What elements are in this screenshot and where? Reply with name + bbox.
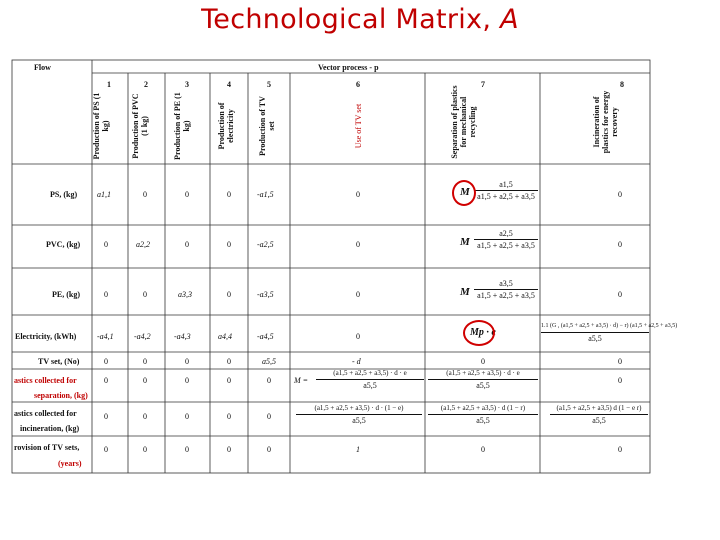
cell-prov-6: 1 [356, 445, 360, 454]
cell-ps-4: 0 [227, 190, 231, 199]
process-number-7: 7 [481, 80, 485, 89]
fraction-bar [474, 289, 538, 290]
cell-tv-8: 0 [618, 357, 622, 366]
title-symbol: A [500, 4, 519, 35]
m-ps-numerator: a1,5 [499, 180, 513, 189]
cell-sep-3: 0 [185, 376, 189, 385]
cell-ps-5: -a1,5 [257, 190, 274, 199]
m-pvc-numerator: a2,5 [499, 229, 513, 238]
cell-ps-1: a1,1 [97, 190, 111, 199]
cell-prov-2: 0 [143, 445, 147, 454]
row-label-ps: PS, (kg) [50, 190, 78, 199]
cell-sep-1: 0 [104, 376, 108, 385]
title-text: Technological Matrix, [201, 4, 492, 35]
fraction-bar [428, 379, 538, 380]
row-label-pe: PE, (kg) [52, 290, 80, 299]
process-label-8: Incineration of plastics for energy recovery [592, 90, 619, 154]
cell-pvc-1: 0 [104, 240, 108, 249]
process-number-2: 2 [144, 80, 148, 89]
cell-ps-2: 0 [143, 190, 147, 199]
elec-col8-fraction [541, 322, 678, 343]
cell-pe-5: -a3,5 [257, 290, 274, 299]
cell-tv-5: a5,5 [262, 357, 276, 366]
sep-col6-prefix: M = [294, 376, 309, 385]
sep-col6-numerator: (a1,5 + a2,5 + a3,5) · d · e [333, 369, 407, 377]
m-pvc-denominator: a1,5 + a2,5 + a3,5 [477, 241, 535, 250]
inc-col7-fraction [428, 404, 538, 425]
cell-elec-6: 0 [356, 332, 360, 341]
fraction-bar [474, 239, 538, 240]
fraction-bar [550, 414, 648, 415]
cell-elec-5: -a4,5 [257, 332, 274, 341]
inc-col6-denominator: a5,5 [352, 416, 366, 425]
row-label-separation-b: separation, (kg) [34, 391, 88, 400]
m-pvc-symbol: M [460, 236, 470, 248]
inc-col8-numerator: (a1,5 + a2,5 + a3,5) d (1 − e r) [556, 404, 642, 412]
process-number-8: 8 [620, 80, 624, 89]
cell-tv-6: - d [352, 357, 361, 366]
inc-col8-fraction [550, 404, 648, 425]
process-number-1: 1 [107, 80, 111, 89]
cell-ps-8: 0 [618, 190, 622, 199]
highlight-circle-electricity [463, 320, 495, 346]
m-pvc-fraction [474, 229, 538, 250]
cell-pvc-4: 0 [227, 240, 231, 249]
row-label-provision-a: rovision of TV sets, [14, 443, 80, 452]
process-label-2: Production of PVC (1 kg) [131, 93, 149, 159]
cell-pe-6: 0 [356, 290, 360, 299]
cell-sep-4: 0 [227, 376, 231, 385]
fraction-bar [474, 190, 538, 191]
cell-prov-3: 0 [185, 445, 189, 454]
row-label-electricity: Electricity, (kWh) [15, 332, 77, 341]
cell-pe-2: 0 [143, 290, 147, 299]
row-label-incineration-a: astics collected for [14, 409, 77, 418]
process-number-3: 3 [185, 80, 189, 89]
cell-inc-2: 0 [143, 412, 147, 421]
cell-prov-5: 0 [267, 445, 271, 454]
cell-sep-5: 0 [267, 376, 271, 385]
cell-inc-3: 0 [185, 412, 189, 421]
fraction-bar [316, 379, 424, 380]
cell-elec-2: -a4,2 [134, 332, 151, 341]
sep-col7-denominator: a5,5 [476, 381, 490, 390]
process-label-6: Use of TV set [354, 103, 363, 149]
m-pe-fraction [474, 279, 538, 300]
sep-col6-denominator: a5,5 [363, 381, 377, 390]
cell-prov-4: 0 [227, 445, 231, 454]
process-label-4: Production of electricity [217, 102, 235, 150]
process-label-1: Production of PS (1 kg) [92, 92, 110, 160]
cell-pvc-3: 0 [185, 240, 189, 249]
cell-prov-1: 0 [104, 445, 108, 454]
cell-tv-7: 0 [481, 357, 485, 366]
m-ps-denominator: a1,5 + a2,5 + a3,5 [477, 192, 535, 201]
elec-col7-formula: Mp · e [470, 327, 496, 338]
inc-col7-denominator: a5,5 [476, 416, 490, 425]
process-number-4: 4 [227, 80, 231, 89]
cell-elec-4: a4,4 [218, 332, 232, 341]
cell-pe-1: 0 [104, 290, 108, 299]
process-label-3: Production of PE (1 kg) [173, 92, 191, 160]
cell-pvc-6: 0 [356, 240, 360, 249]
process-number-5: 5 [267, 80, 271, 89]
sep-col7-numerator: (a1,5 + a2,5 + a3,5) · d · e [446, 369, 520, 377]
highlight-circle-ps [452, 180, 476, 206]
cell-tv-1: 0 [104, 357, 108, 366]
m-ps-symbol: M [460, 186, 470, 198]
elec-col8-denominator: a5,5 [588, 334, 602, 343]
vector-process-header: Vector process - p [318, 63, 379, 72]
cell-tv-2: 0 [143, 357, 147, 366]
cell-sep-2: 0 [143, 376, 147, 385]
cell-prov-8: 0 [618, 445, 622, 454]
row-label-incineration-b: incineration, (kg) [20, 424, 80, 433]
cell-elec-3: -a4,3 [174, 332, 191, 341]
process-label-5: Production of TV set [258, 96, 276, 156]
cell-ps-6: 0 [356, 190, 360, 199]
cell-pvc-8: 0 [618, 240, 622, 249]
cell-pvc-2: a2,2 [136, 240, 150, 249]
cell-inc-4: 0 [227, 412, 231, 421]
cell-prov-7: 0 [481, 445, 485, 454]
cell-pe-8: 0 [618, 290, 622, 299]
cell-pe-4: 0 [227, 290, 231, 299]
m-pe-numerator: a3,5 [499, 279, 513, 288]
inc-col8-denominator: a5,5 [592, 416, 606, 425]
m-ps-fraction [474, 180, 538, 201]
cell-tv-3: 0 [185, 357, 189, 366]
inc-col7-numerator: (a1,5 + a2,5 + a3,5) · d (1 − r) [440, 404, 526, 412]
sep-col7-fraction [428, 369, 538, 390]
cell-inc-1: 0 [104, 412, 108, 421]
fraction-bar [296, 414, 422, 415]
m-pe-denominator: a1,5 + a2,5 + a3,5 [477, 291, 535, 300]
row-label-tv: TV set, (No) [38, 357, 80, 366]
cell-sep-8: 0 [618, 376, 622, 385]
process-label-7: Separation of plastics for mechanical recycling [450, 85, 477, 159]
process-number-6: 6 [356, 80, 360, 89]
cell-tv-4: 0 [227, 357, 231, 366]
elec-col8-numerator: 1.1 (G , (a1,5 + a2,5 + a3,5) · d) − r) (a1,5 + a2,5 + a3,5) [541, 323, 678, 329]
cell-pe-3: a3,3 [178, 290, 192, 299]
flow-header: Flow [34, 63, 51, 72]
cell-ps-3: 0 [185, 190, 189, 199]
row-label-pvc: PVC, (kg) [46, 240, 81, 249]
inc-col6-numerator: (a1,5 + a2,5 + a3,5) · d · (1 − e) [314, 404, 404, 412]
m-pe-symbol: M [460, 286, 470, 298]
fraction-bar [428, 414, 538, 415]
inc-col6-fraction [296, 404, 422, 425]
cell-inc-5: 0 [267, 412, 271, 421]
row-label-separation-a: astics collected for [14, 376, 77, 385]
cell-pvc-5: -a2,5 [257, 240, 274, 249]
sep-col6-fraction [316, 369, 424, 390]
row-label-provision-b: (years) [58, 459, 82, 468]
fraction-bar [541, 332, 649, 333]
cell-elec-1: -a4,1 [97, 332, 114, 341]
